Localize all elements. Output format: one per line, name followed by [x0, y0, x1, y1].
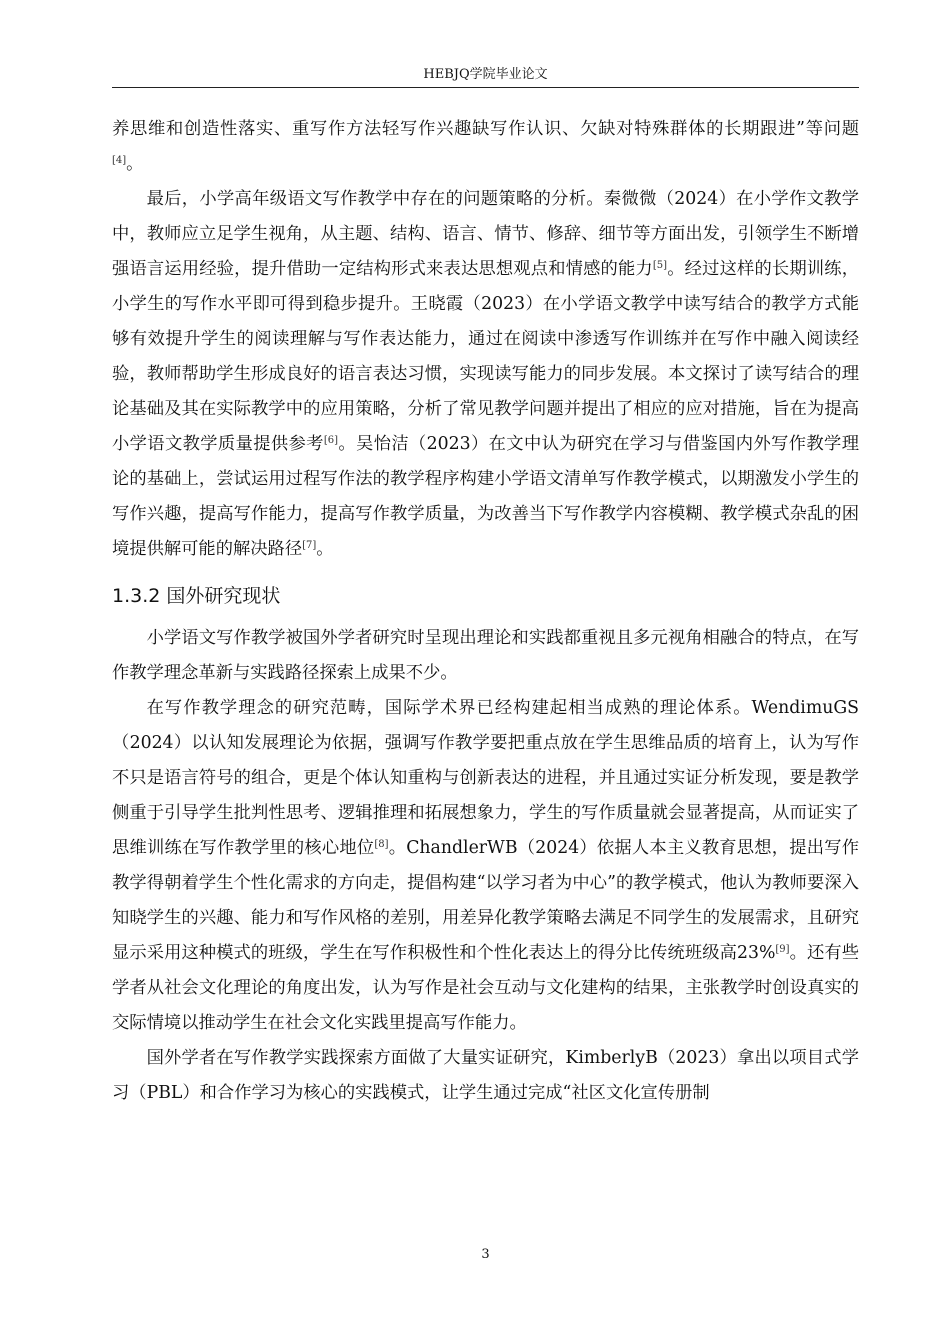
- page-number: 3: [481, 1247, 490, 1262]
- paragraph-foreign-intro: 小学语文写作教学被国外学者研究时呈现出理论和实践都重视且多元视角相融合的特点，在写作教学理念革新与实践路径探索上成果不少。: [112, 628, 859, 683]
- header-rule: [112, 87, 859, 88]
- paragraph-text: 最后，小学高年级语文写作教学中存在的问题策略的分析。秦微微（2024）在小学作文教学中，教师应立足学生视角，从主题、结构、语言、情节、修辞、细节等方面出发，引领学生不断增强语言运用经验，提升借助一定结构形式来表达思想观点和情感的能力: [112, 189, 859, 279]
- citation-6[interactable]: [6]: [323, 435, 339, 446]
- paragraph-text: 。ChandlerWB（2024）依据人本主义教育思想，提出写作教学得朝着学生个性化需求的方向走，提倡构建“以学习者为中心”的教学模式，他认为教师要深入知晓学生的兴趣、能力和写作风格的差别，用差异化教学策略去满足不同学生的发展需求，且研究显示采用这种模式的班级，学生在写作积极性和个性化表达上的得分比传统班级高23%: [112, 838, 859, 963]
- paragraph-tail: 。: [126, 154, 144, 174]
- paragraph-text: 。还有些学者从社会文化理论的角度出发，认为写作是社会互动与文化建构的结果，主张教学时创设真实的交际情境以推动学生在社会文化实践里提高写作能力。: [112, 943, 859, 1033]
- body-text: [112, 112, 859, 1111]
- running-header: HEBJQ学院毕业论文: [423, 67, 548, 82]
- citation-7[interactable]: [7]: [302, 540, 317, 551]
- citation-9[interactable]: [9]: [775, 944, 790, 955]
- paragraph-domestic-strategies: [112, 182, 859, 567]
- paragraph-continuation: [112, 112, 859, 182]
- paragraph-foreign-theory: [112, 691, 859, 1041]
- paragraph-text: 养思维和创造性落实、重写作方法轻写作兴趣缺写作认识、欠缺对特殊群体的长期跟进”等问题: [112, 119, 859, 139]
- citation-5[interactable]: [5]: [652, 260, 668, 271]
- citation-8[interactable]: [8]: [374, 839, 389, 850]
- paragraph-text: 。经过这样的长期训练，小学生的写作水平即可得到稳步提升。王晓霞（2023）在小学语文教学中读写结合的教学方式能够有效提升学生的阅读理解与写作表达能力，通过在阅读中渗透写作训练并在写作中融入阅读经验，教师帮助学生形成良好的语言表达习惯，实现读写能力的同步发展。本文探讨了读写结合的理论基础及其在实际教学中的应用策略，分析了常见教学问题并提出了相应的应对措施，旨在为提高小学语文教学质量提供参考: [112, 259, 859, 454]
- paragraph-text: 在写作教学理念的研究范畴，国际学术界已经构建起相当成熟的理论体系。WendimuGS（2024）以认知发展理论为依据，强调写作教学要把重点放在学生思维品质的培育上，认为写作不只是语言符号的组合，更是个体认知重构与创新表达的进程，并且通过实证分析发现，要是教学侧重于引导学生批判性思考、逻辑推理和拓展想象力，学生的写作质量就会显著提高，从而证实了思维训练在写作教学里的核心地位: [112, 698, 859, 858]
- paragraph-foreign-practice: 国外学者在写作教学实践探索方面做了大量实证研究，KimberlyB（2023）拿出以项目式学习（PBL）和合作学习为核心的实践模式，让学生通过完成“社区文化宣传册制: [112, 1048, 859, 1103]
- paragraph-tail: 。: [316, 539, 334, 559]
- paragraph-text: 。吴怡洁（2023）在文中认为研究在学习与借鉴国内外写作教学理论的基础上，尝试运用过程写作法的教学程序构建小学语文清单写作教学模式，以期激发小学生的写作兴趣，提高写作能力，提高写作教学质量，为改善当下写作教学内容模糊、教学模式杂乱的困境提供解可能的解决路径: [112, 434, 859, 559]
- section-heading: 1.3.2 国外研究现状: [112, 585, 281, 607]
- citation-4[interactable]: [4]: [112, 155, 127, 166]
